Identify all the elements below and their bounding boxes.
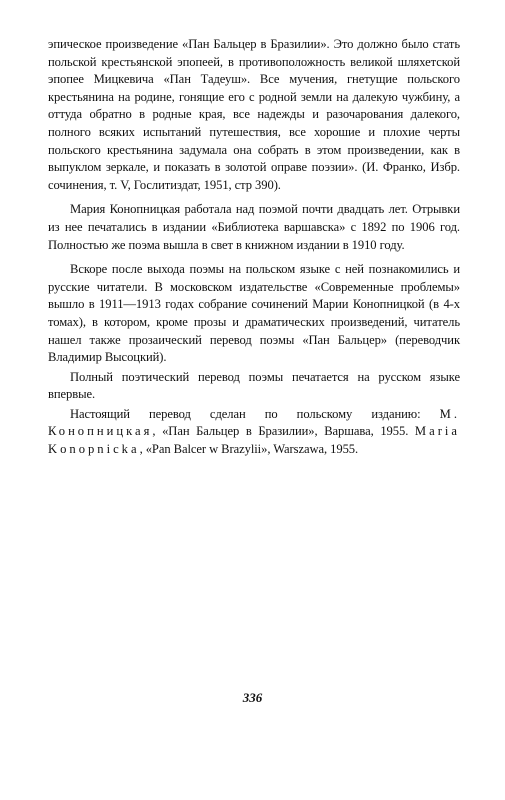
author-name-polish: Maria Konopnicka xyxy=(48,424,460,457)
paragraph-writing-history: Мария Конопницкая работала над поэмой почти двадцать лет. Отрывки из нее печатались в издании «Библиотека варшавска» с 1892 по 1906 год. Полностью же поэма вышла в свет в книжном издании в 1910 году. xyxy=(48,202,460,252)
author-name-russian: М. Конопницкая xyxy=(48,406,460,439)
source-edition-title-ru: , «Пан Бальцер в Бразилии», Варшава, 1955. xyxy=(152,424,415,439)
paragraph-quote-continuation: эпическое произведение «Пан Бальцер в Бразилии». Это должно было стать польской крестьянской эпопеей, в противоположность великой шляхетской эпопее Мицкевича «Пан Тадеуш». Все мучения, гнетущие польского крестьянина на родине, гонящие его с родной земли на далекую чужбину, а оттуда обратно в родные края, все надежды и разочарования далекого, полного всяких испытаний путешествия, все хорошие и плохие черты польского крестьянина задумала она собрать в этом произведении, как в выпуклом зеркале, и показать в золотой оправе поэзии». (И. Франко, Избр. сочинения, т. V, Гослитиздат, 1951, стр 390). xyxy=(48,37,460,192)
paragraph-first-translation: Полный поэтический перевод поэмы печатается на русском языке впервые. xyxy=(48,369,460,402)
source-edition-title-pl: , «Pan Balcer w Brazylii», Warszawa, 1955. xyxy=(139,442,359,457)
paragraph-source-edition xyxy=(48,406,460,459)
paragraph-russian-readers: Вскоре после выхода поэмы на польском языке с ней познакомились и русские читатели. В московском издательстве «Современные проблемы» вышло в 1911—1913 годах собрание сочинений Марии Конопницкой (в 4-х томах), в котором, кроме прозы и драматических произведений, читатель нашел также прозаический перевод поэмы «Пан Бальцер» (переводчик Владимир Высоцкий). xyxy=(48,262,460,365)
page-number: 336 xyxy=(242,690,263,705)
body-text xyxy=(48,36,460,466)
source-edition-prefix: Настоящий перевод сделан по польскому изданию: xyxy=(70,406,440,421)
